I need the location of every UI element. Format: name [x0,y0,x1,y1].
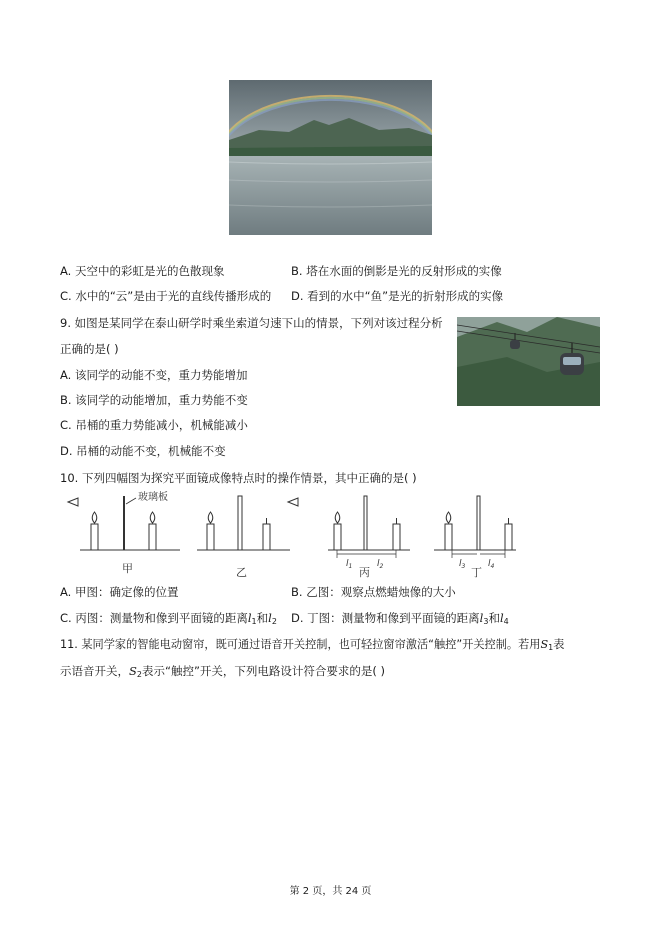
panel-yi [197,496,298,579]
q8-option-d: D. 看到的水中“鱼”是光的折射形成的实像 [291,289,504,303]
candle-icon [505,524,512,550]
distance-l2-label: $l_2$ [377,559,384,570]
q10-option-b: B. 乙图：观察点燃蜡烛像的大小 [291,585,456,599]
q11-stem-line1: 11. 某同学家的智能电动窗帘，既可通过语音开关控制，也可轻拉窗帘激活“触控”开关控制。若用$S_1$表 [60,638,565,652]
glass-plate-icon [364,496,367,550]
distance-l1-label: $l_1$ [346,559,353,570]
candle-lit-icon [207,524,214,550]
panel-label-bing: 丙 [359,566,370,579]
eye-icon [288,498,298,506]
q10-option-d: D. 丁图：测量物和像到平面镜的距离$l_3$和$l_4$ [291,611,509,626]
candle-icon [263,524,270,550]
q9-option-c: C. 吊桶的重力势能减小，机械能减小 [60,418,248,432]
candle-lit-icon [445,524,452,550]
q9-stem-line1: 9. 如图是某同学在泰山研学时乘坐索道匀速下山的情景，下列对该过程分析 [60,316,443,330]
candle-lit-icon [91,524,98,550]
q9-stem-line2: 正确的是( ) [60,342,119,356]
q10-stem: 10. 下列四幅图为探究平面镜成像特点时的操作情景，其中正确的是( ) [60,471,417,485]
panel-ding [434,496,516,579]
glass-plate-label: 玻璃板 [138,492,168,503]
mirror-experiment-figure [60,490,540,580]
panel-label-ding: 丁 [471,566,482,579]
q8-option-c: C. 水中的“云”是由于光的直线传播形成的 [60,289,272,303]
distance-l4-label: $l_4$ [488,559,495,570]
panel-label-yi: 乙 [236,566,247,579]
panel-bing [328,496,410,579]
glass-plate-icon [238,496,242,550]
q9-option-b: B. 该同学的动能增加，重力势能不变 [60,393,248,407]
glass-plate-icon [477,496,480,550]
candle-icon [393,524,400,550]
rainbow-lake-photo [229,80,432,235]
page-footer: 第 2 页，共 24 页 [289,886,372,897]
rainbow-lake-illustration [229,80,432,235]
q8-option-b: B. 塔在水面的倒影是光的反射形成的实像 [291,264,502,278]
cable-car-illustration [457,317,600,406]
candle-lit-icon [334,524,341,550]
q10-option-c: C. 丙图：测量物和像到平面镜的距离$l_1$和$l_2$ [60,611,277,626]
q9-option-a: A. 该同学的动能不变，重力势能增加 [60,368,248,382]
q10-option-a: A. 甲图：确定像的位置 [60,585,179,599]
distance-l3-label: $l_3$ [459,559,466,570]
q8-option-a: A. 天空中的彩虹是光的色散现象 [60,264,225,278]
candle-icon [149,524,156,550]
panel-jia [68,490,180,575]
cable-car-photo [457,317,600,406]
panel-label-jia: 甲 [122,562,133,575]
q11-stem-line2: 示语音开关，$S_2$表示“触控”开关，下列电路设计符合要求的是( ) [60,664,386,679]
eye-icon [68,498,78,506]
q9-option-d: D. 吊桶的动能不变，机械能不变 [60,444,226,458]
